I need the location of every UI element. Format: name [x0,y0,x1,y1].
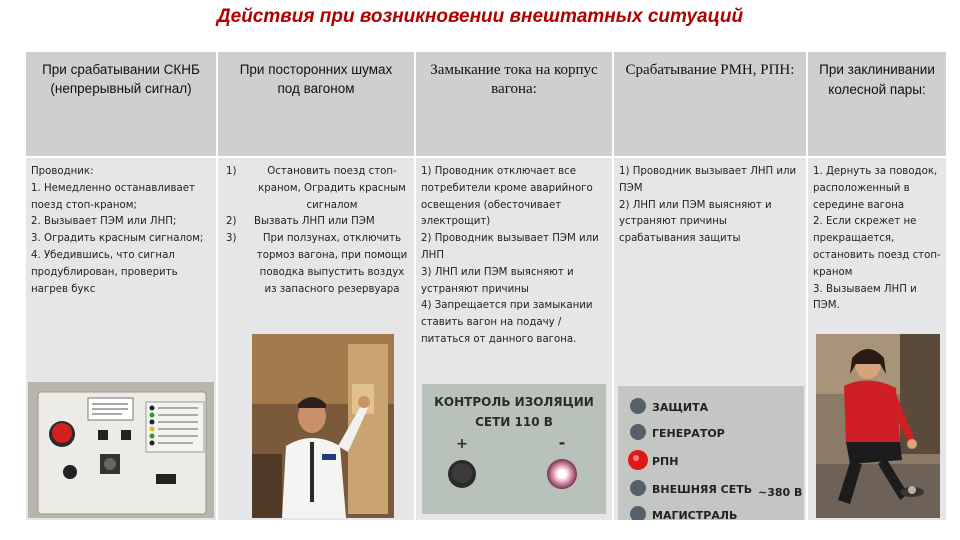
list-item [226,231,410,298]
column-text: 1. Дернуть за поводок, расположенный в середине вагона 2. Если скрежет не прекращается, остановить поезд стоп-краном 3. Вызываем ЛНП и ПЭМ. [813,166,941,312]
column-text: Проводник: 1. Немедленно останавливает поезд стоп-краном; 2. Вызывает ПЭМ или ЛНП; 3. Оградить красным сигналом; 4. Убедившись, что сигнал продублирован, проверить нагрев букс [31,166,204,295]
column-body [808,158,946,520]
column-header: При посторонних шумах под вагоном [218,52,414,158]
column-body [416,158,612,520]
column-body [614,158,806,520]
insulation-line2: СЕТИ 110 В [475,415,553,429]
column-rmn-rpn [614,52,806,520]
item-text: При ползунах, отключить тормоз вагона, при помощи поводка выпустить воздух из запасного резервуара [256,233,408,295]
indicator-row-5: МАГИСТРАЛЬ [652,509,738,520]
column-body [26,158,216,520]
plus-label: + [456,436,468,452]
column-header: При срабатывании СКНБ (непрерывный сигнал) [26,52,216,158]
column-header: Замыкание тока на корпус вагона: [416,52,612,158]
voltage-label: ~380 В [758,486,803,499]
indicator-row-4: ВНЕШНЯЯ СЕТЬ [652,483,753,496]
column-short-circuit [416,52,612,520]
item-text: Вызвать ЛНП или ПЭМ [254,216,375,228]
column-text: 1) Проводник отключает все потребители кроме аварийного освещения (обесточивает электрощит) 2) Проводник вызывает ПЭМ или ЛНП 3) ЛНП или ПЭМ выясняют и устраняют причины 4) Запрещается при замыкании ставить вагон на подачу / питаться от данного вагона. [421,166,599,345]
column-sknb [26,52,216,520]
instruction-list [226,164,410,298]
insulation-control-photo [422,384,606,514]
column-noise [218,52,414,520]
indicator-row-2: ГЕНЕРАТОР [652,427,725,440]
minus-label: - [558,433,566,452]
item-number: 3) [226,233,237,245]
column-text: 1) Проводник вызывает ЛНП или ПЭМ 2) ЛНП или ПЭМ выясняют и устраняют причины срабатывания защиты [619,166,797,245]
list-item [226,214,410,231]
column-header: При заклинивании колесной пары: [808,52,946,158]
wheel-lock-photo [816,334,940,518]
indicator-row-3: РПН [652,455,679,468]
list-item [226,164,410,214]
column-wheel-lock [808,52,946,520]
insulation-line1: КОНТРОЛЬ ИЗОЛЯЦИИ [434,395,594,409]
indicator-row-1: ЗАЩИТА [652,401,709,414]
item-number: 1) [226,166,237,177]
conductor-photo [252,334,394,518]
item-text: Остановить поезд стоп-краном, Оградить красным сигналом [258,166,406,211]
sknb-panel-photo [28,382,214,518]
item-number: 2) [226,216,237,228]
slide-title: Действия при возникновении внештатных ситуаций [216,6,744,27]
indicator-panel-photo [618,386,804,520]
column-header: Срабатывание РМН, РПН: [614,52,806,158]
